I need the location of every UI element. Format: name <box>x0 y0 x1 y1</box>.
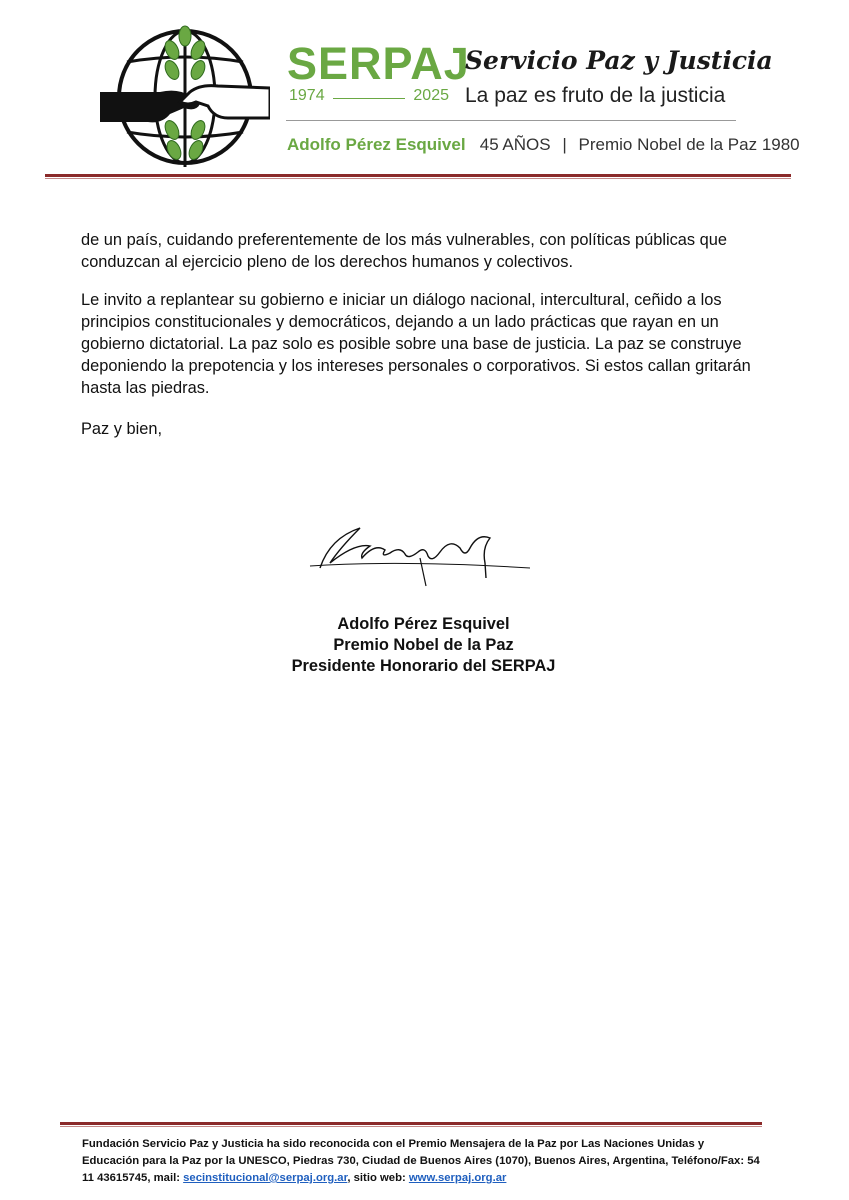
top-rule <box>45 174 791 179</box>
letter-body <box>81 229 781 415</box>
brand-motto: La paz es fruto de la justicia <box>465 84 726 107</box>
footer-text-between: , sitio web: <box>347 1172 409 1184</box>
signer-role: Presidente Honorario del SERPAJ <box>291 657 556 675</box>
anniversary-label: 45 AÑOS <box>479 135 551 154</box>
year-divider <box>333 98 405 99</box>
paragraph: Le invito a replantear su gobierno e iniciar un diálogo nacional, intercultural, ceñido a los principios constitucionales y democráticos, dejando a un lado prácticas que rayan en un gobierno dictatorial. La paz solo es posible sobre una base de justicia. La paz se construye deponiendo la prepotencia y los intereses personales o corporativos. Si estos callan gritarán hasta las piedras. <box>81 291 751 397</box>
serpaj-logo-icon <box>100 22 270 172</box>
website-link[interactable]: www.serpaj.org.ar <box>408 1172 507 1184</box>
footer <box>82 1136 762 1187</box>
header-subline <box>287 135 800 155</box>
signature-block <box>0 614 849 677</box>
footer-rule <box>60 1122 762 1127</box>
separator: | <box>562 135 567 154</box>
header-divider <box>286 120 736 121</box>
year-end: 2025 <box>413 87 449 104</box>
year-start: 1974 <box>289 87 325 104</box>
signer-name: Adolfo Pérez Esquivel <box>337 615 510 633</box>
signer-title: Premio Nobel de la Paz <box>333 636 514 654</box>
paragraph: de un país, cuidando preferentemente de los más vulnerables, con políticas públicas que conduzcan al ejercicio pleno de los derechos humanos y colectivos. <box>81 231 728 271</box>
closing: Paz y bien, <box>81 420 163 438</box>
brand-name: SERPAJ <box>287 38 470 89</box>
footer-text: Fundación Servicio Paz y Justicia ha sido reconocida con el Premio Mensajera de la Paz por Las Naciones Unidas y Educación para la Paz por la UNESCO, Piedras 730, Ciudad de Buenos Aires (1070), Buenos Aires, Argentina, Teléfono/Fax: 54 11 43615745, mail: <box>82 1138 760 1184</box>
brand-tagline: Servicio Paz y Justicia <box>465 46 773 75</box>
year-range <box>289 87 449 111</box>
signature-icon <box>300 508 540 588</box>
award-label: Premio Nobel de la Paz 1980 <box>578 135 800 154</box>
founder-name: Adolfo Pérez Esquivel <box>287 135 466 154</box>
email-link[interactable]: secinstitucional@serpaj.org.ar <box>183 1172 348 1184</box>
